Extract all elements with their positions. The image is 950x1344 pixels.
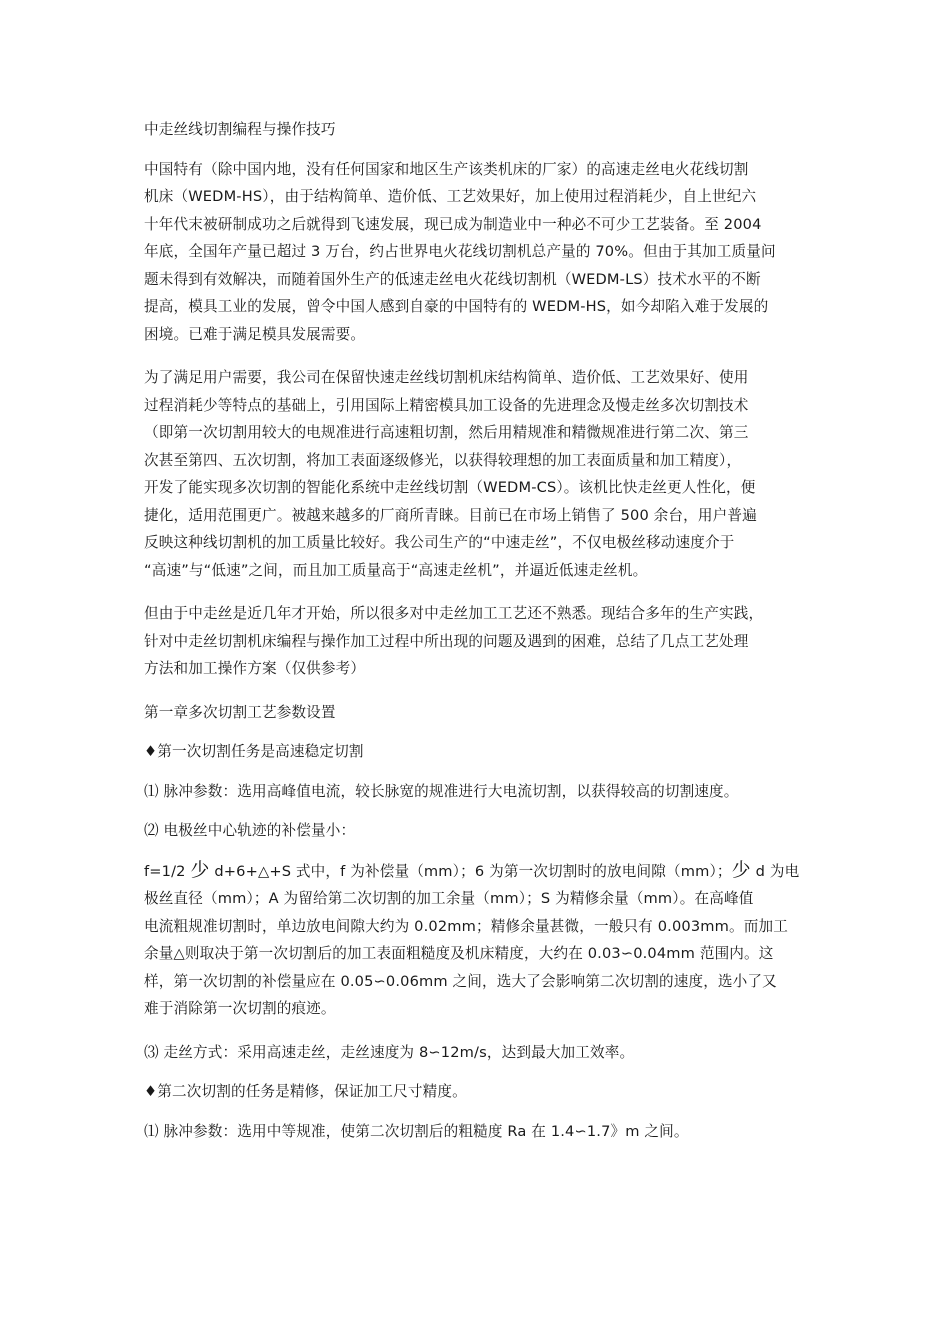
section-heading-first-cut: ♦第一次切割任务是高速稳定切割 — [144, 743, 364, 760]
second-cut-item-1: ⑴ 脉冲参数：选用中等规准，使第二次切割后的粗糙度 Ra 在 1.4∽1.7》m 之间。 — [144, 1122, 689, 1140]
section-heading-second-cut: ♦第二次切割的任务是精修，保证加工尺寸精度。 — [144, 1083, 467, 1100]
first-cut-item-1: ⑴ 脉冲参数：选用高峰值电流，较长脉宽的规准进行大电流切割，以获得较高的切割速度。 — [144, 782, 739, 800]
formula-symbol-2: 少 — [731, 858, 751, 881]
document-title: 中走丝线切割编程与操作技巧 — [144, 121, 336, 138]
first-cut-item-2: ⑵ 电极丝中心轨迹的补偿量小： — [144, 822, 356, 839]
formula-paragraph — [144, 857, 820, 1023]
formula-text-2: d 为电 极丝直径（mm）；A 为留给第二次切割的加工余量（mm）；S 为精修余量（mm）。在高峰值 电流粗规准切割时，单边放电间隙大约为 0.02mm；精修余量甚微，一般只有 0.003mm。而加工 余量△则取决于第一次切割后的加工表面粗糙度及机床精度，大约在 0.03∽0.04mm 范围内。这 样，第一次切割的补偿量应在 0.05∽0.06mm 之间，选大了会影响第二次切割的速度，选小了又 难于消除第一次切割的痕迹。 — [144, 862, 800, 1017]
formula-symbol-1: 少 — [190, 858, 210, 881]
formula-text-1: d+6+△+S 式中，f 为补偿量（mm）；6 为第一次切割时的放电间隙（mm）； — [209, 862, 732, 880]
formula-prefix: f=1/2 — [144, 862, 191, 880]
first-cut-item-3: ⑶ 走丝方式：采用高速走丝，走丝速度为 8∽12m/s，达到最大加工效率。 — [144, 1043, 635, 1061]
intro-paragraph-3: 但由于中走丝是近几年才开始，所以很多对中走丝加工工艺还不熟悉。现结合多年的生产实践， 针对中走丝切割机床编程与操作加工过程中所出现的问题及遇到的困难，总结了几点工艺处理 方法和加工操作方案（仅供参考） — [144, 605, 764, 677]
intro-paragraph-2: 为了满足用户需要，我公司在保留快速走丝线切割机床结构简单、造价低、工艺效果好、使用 过程消耗少等特点的基础上，引用国际上精密模具加工设备的先进理念及慢走丝多次切割技术 （即第一次切割用较大的电规准进行高速粗切割，然后用精规准和精微规准进行第二次、第三 次甚至第四、五次切割，将加工表面逐级修光，以获得较理想的加工表面质量和加工精度）， 开发了能实现多次切割的智能化系统中走丝线切割（WEDM-CS）。该机比快走丝更人性化，便 捷化，适用范围更广。被越来越多的厂商所青睐。目前已在市场上销售了 500 余台，用户普遍 反映这种线切割机的加工质量比较好。我公司生产的“中速走丝”，不仅电极丝移动速度介于 “高速”与“低速”之间，而且加工质量高于“高速走丝机”，并逼近低速走丝机。 — [144, 369, 757, 579]
intro-paragraph-1: 中国特有（除中国内地，没有任何国家和地区生产该类机床的厂家）的高速走丝电火花线切割 机床（WEDM-HS），由于结构简单、造价低、工艺效果好，加上使用过程消耗少，自上世纪六 十年代末被研制成功之后就得到飞速发展，现已成为制造业中一种必不可少工艺装备。至 2004 年底，全国年产量已超过 3 万台，约占世界电火花线切割机总产量的 70%。但由于其加工质量问 题未得到有效解决，而随着国外生产的低速走丝电火花线切割机（WEDM-LS）技术水平的不断 提高，模具工业的发展，曾令中国人感到自豪的中国特有的 WEDM-HS，如今却陷入难于发展的 困境。已难于满足模具发展需要。 — [144, 160, 776, 343]
chapter-heading: 第一章多次切割工艺参数设置 — [144, 703, 336, 721]
